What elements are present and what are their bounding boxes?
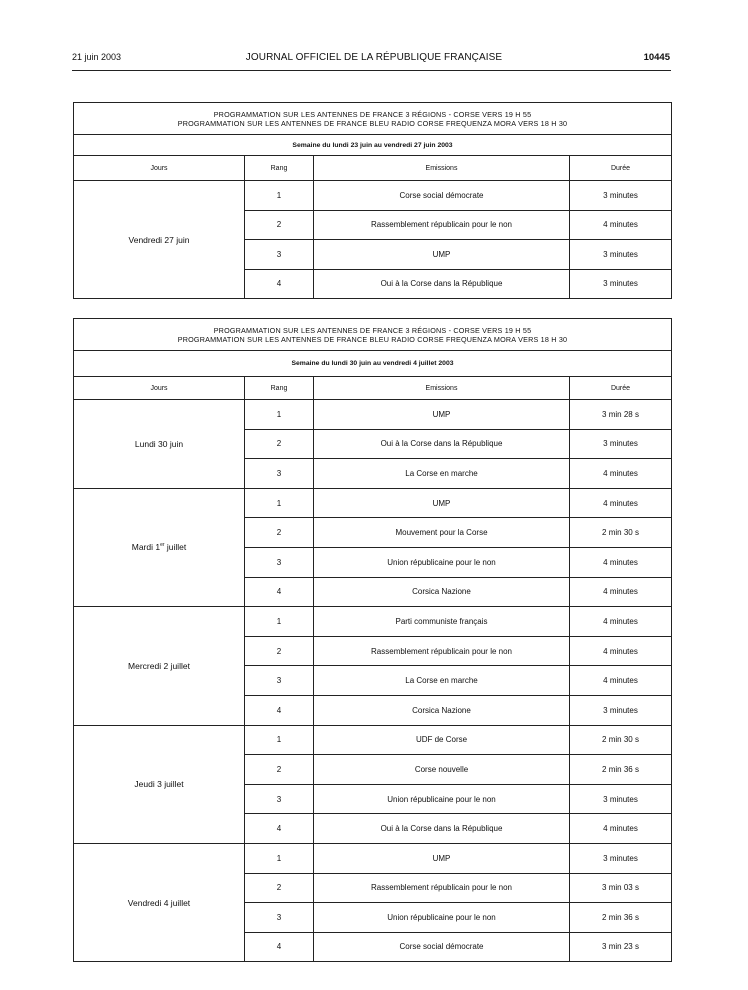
duree-cell: 2 min 36 s xyxy=(570,755,672,785)
column-header-emissions: Emissions xyxy=(314,156,570,181)
column-header-row xyxy=(74,156,672,181)
rang-cell: 1 xyxy=(245,181,314,211)
duree-cell: 3 minutes xyxy=(570,269,672,299)
rang-cell: 2 xyxy=(245,429,314,459)
emission-cell: Corse social démocrate xyxy=(314,932,570,962)
emission-cell: Mouvement pour la Corse xyxy=(314,518,570,548)
emission-cell: Corsica Nazione xyxy=(314,577,570,607)
table-title xyxy=(74,103,672,135)
column-header-row xyxy=(74,377,672,400)
emission-cell: Parti communiste français xyxy=(314,607,570,637)
title-line-1: PROGRAMMATION SUR LES ANTENNES DE FRANCE 3 RÉGIONS - CORSE VERS 19 H 55 xyxy=(213,109,532,119)
rang-cell: 1 xyxy=(245,400,314,430)
header-rule xyxy=(72,70,671,71)
rang-cell: 1 xyxy=(245,843,314,873)
duree-cell: 3 minutes xyxy=(570,695,672,725)
day-cell: Vendredi 27 juin xyxy=(74,181,245,299)
duree-cell: 3 min 23 s xyxy=(570,932,672,962)
week-label: Semaine du lundi 23 juin au vendredi 27 juin 2003 xyxy=(74,135,672,156)
rang-cell: 2 xyxy=(245,518,314,548)
day-cell: Jeudi 3 juillet xyxy=(74,725,245,843)
rang-cell: 3 xyxy=(245,547,314,577)
rang-cell: 3 xyxy=(245,903,314,933)
table-row xyxy=(74,843,672,873)
duree-cell: 3 minutes xyxy=(570,843,672,873)
column-header-duree: Durée xyxy=(570,377,672,400)
rang-cell: 3 xyxy=(245,240,314,270)
emission-cell: Rassemblement républicain pour le non xyxy=(314,210,570,240)
duree-cell: 2 min 30 s xyxy=(570,518,672,548)
duree-cell: 4 minutes xyxy=(570,459,672,489)
week-row xyxy=(74,135,672,156)
day-month: juillet xyxy=(164,542,187,553)
column-header-emissions: Emissions xyxy=(314,377,570,400)
rang-cell: 4 xyxy=(245,695,314,725)
page-header xyxy=(0,52,748,66)
title-line-2: PROGRAMMATION SUR LES ANTENNES DE FRANCE BLEU RADIO CORSE FREQUENZA MORA VERS 18 H 30 xyxy=(177,118,568,128)
duree-cell: 2 min 36 s xyxy=(570,903,672,933)
day-cell: Lundi 30 juin xyxy=(74,400,245,489)
duree-cell: 4 minutes xyxy=(570,636,672,666)
duree-cell: 3 minutes xyxy=(570,429,672,459)
duree-cell: 4 minutes xyxy=(570,607,672,637)
emission-cell: Union républicaine pour le non xyxy=(314,547,570,577)
rang-cell: 2 xyxy=(245,210,314,240)
emission-cell: Corsica Nazione xyxy=(314,695,570,725)
programme-table-1 xyxy=(73,102,672,299)
rang-cell: 3 xyxy=(245,784,314,814)
duree-cell: 3 minutes xyxy=(570,240,672,270)
day-cell xyxy=(74,488,245,606)
rang-cell: 3 xyxy=(245,666,314,696)
duree-cell: 2 min 30 s xyxy=(570,725,672,755)
duree-cell: 4 minutes xyxy=(570,666,672,696)
duree-cell: 3 min 28 s xyxy=(570,400,672,430)
column-header-jours: Jours xyxy=(74,156,245,181)
emission-cell: Corse nouvelle xyxy=(314,755,570,785)
rang-cell: 1 xyxy=(245,488,314,518)
emission-cell: UMP xyxy=(314,488,570,518)
table-row xyxy=(74,488,672,518)
table-row xyxy=(74,181,672,211)
emission-cell: UMP xyxy=(314,843,570,873)
duree-cell: 4 minutes xyxy=(570,210,672,240)
rang-cell: 4 xyxy=(245,932,314,962)
table-row xyxy=(74,607,672,637)
rang-cell: 2 xyxy=(245,636,314,666)
emission-cell: Union républicaine pour le non xyxy=(314,903,570,933)
week-row xyxy=(74,351,672,377)
column-header-duree: Durée xyxy=(570,156,672,181)
rang-cell: 2 xyxy=(245,755,314,785)
emission-cell: Rassemblement républicain pour le non xyxy=(314,636,570,666)
emission-cell: Corse social démocrate xyxy=(314,181,570,211)
header-date: 21 juin 2003 xyxy=(72,52,122,62)
title-row xyxy=(74,103,672,135)
duree-cell: 4 minutes xyxy=(570,488,672,518)
page-number: 10445 xyxy=(643,52,670,63)
emission-cell: Union républicaine pour le non xyxy=(314,784,570,814)
emission-cell: Oui à la Corse dans la République xyxy=(314,814,570,844)
rang-cell: 1 xyxy=(245,607,314,637)
emission-cell: La Corse en marche xyxy=(314,666,570,696)
duree-cell: 3 minutes xyxy=(570,181,672,211)
day-label: Mardi 1 xyxy=(131,542,161,553)
programme-table-2 xyxy=(73,318,672,962)
rang-cell: 3 xyxy=(245,459,314,489)
day-cell: Mercredi 2 juillet xyxy=(74,607,245,725)
table-row xyxy=(74,400,672,430)
emission-cell: La Corse en marche xyxy=(314,459,570,489)
day-ordinal: er xyxy=(160,542,165,549)
duree-cell: 4 minutes xyxy=(570,577,672,607)
table-title xyxy=(74,319,672,351)
rang-cell: 4 xyxy=(245,577,314,607)
duree-cell: 3 minutes xyxy=(570,784,672,814)
duree-cell: 4 minutes xyxy=(570,814,672,844)
duree-cell: 4 minutes xyxy=(570,547,672,577)
journal-title: JOURNAL OFFICIEL DE LA RÉPUBLIQUE FRANÇAISE xyxy=(245,52,503,63)
emission-cell: Oui à la Corse dans la République xyxy=(314,429,570,459)
emission-cell: Oui à la Corse dans la République xyxy=(314,269,570,299)
title-line-1: PROGRAMMATION SUR LES ANTENNES DE FRANCE 3 RÉGIONS - CORSE VERS 19 H 55 xyxy=(213,325,532,335)
emission-cell: UMP xyxy=(314,400,570,430)
title-line-2: PROGRAMMATION SUR LES ANTENNES DE FRANCE BLEU RADIO CORSE FREQUENZA MORA VERS 18 H 30 xyxy=(177,334,568,344)
emission-cell: UMP xyxy=(314,240,570,270)
day-cell: Vendredi 4 juillet xyxy=(74,843,245,961)
rang-cell: 4 xyxy=(245,814,314,844)
table-row xyxy=(74,725,672,755)
column-header-rang: Rang xyxy=(245,156,314,181)
emission-cell: UDF de Corse xyxy=(314,725,570,755)
column-header-jours: Jours xyxy=(74,377,245,400)
rang-cell: 4 xyxy=(245,269,314,299)
rang-cell: 2 xyxy=(245,873,314,903)
duree-cell: 3 min 03 s xyxy=(570,873,672,903)
title-row xyxy=(74,319,672,351)
column-header-rang: Rang xyxy=(245,377,314,400)
week-label: Semaine du lundi 30 juin au vendredi 4 juillet 2003 xyxy=(74,351,672,377)
emission-cell: Rassemblement républicain pour le non xyxy=(314,873,570,903)
rang-cell: 1 xyxy=(245,725,314,755)
